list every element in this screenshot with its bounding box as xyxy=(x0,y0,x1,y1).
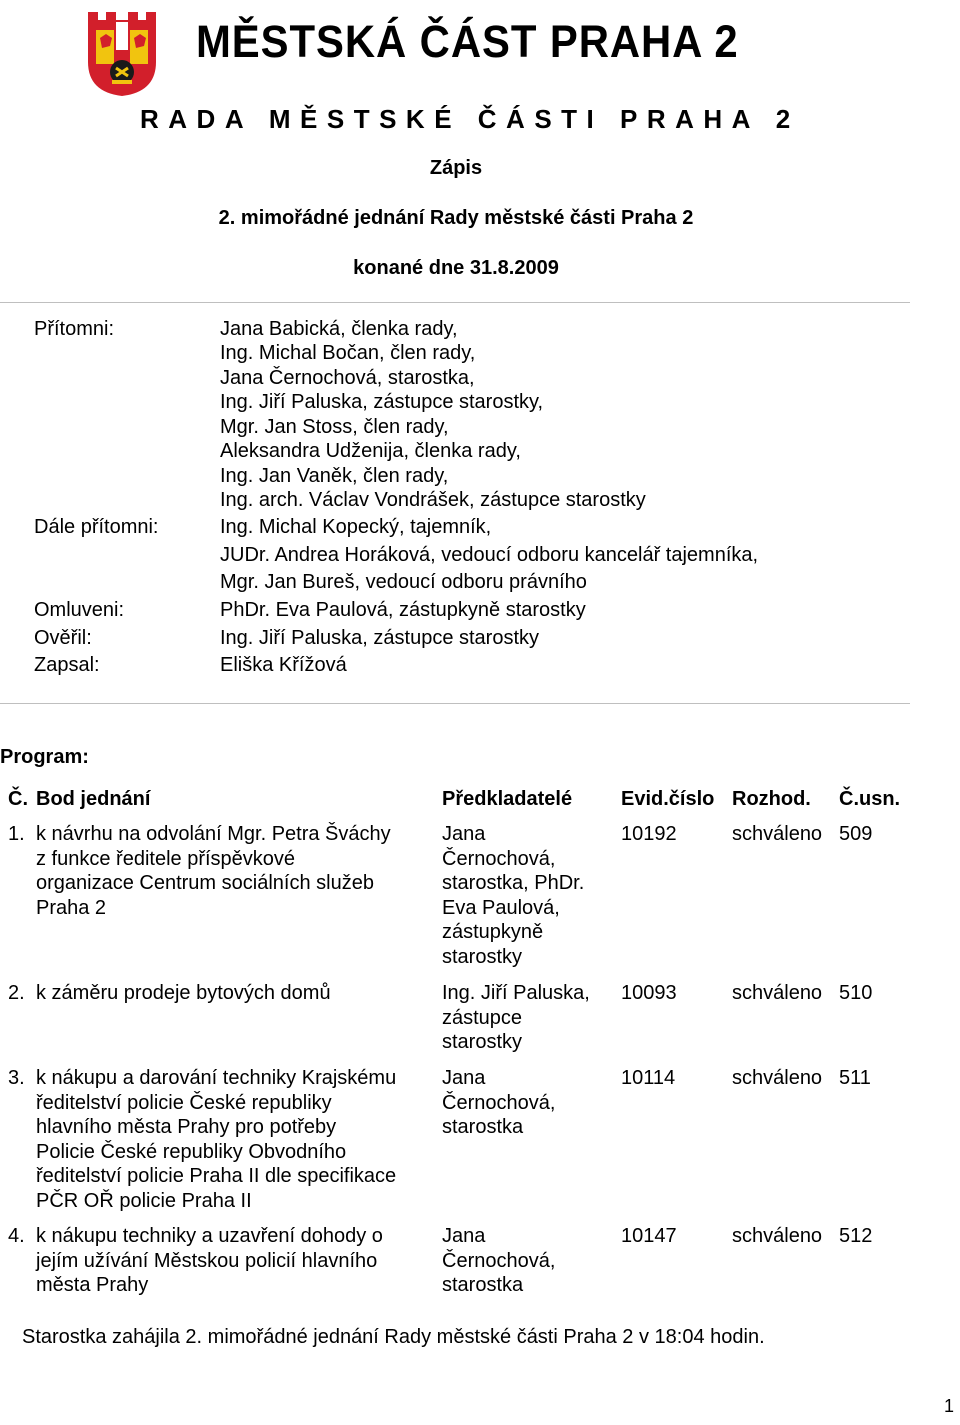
present-name: Aleksandra Udženija, členka rady, xyxy=(220,440,521,462)
item-line: k záměru prodeje bytových domů xyxy=(36,982,331,1004)
row-no: 4. xyxy=(8,1225,25,1247)
present-name: Mgr. Jan Stoss, člen rady, xyxy=(220,416,449,438)
item-line: k návrhu na odvolání Mgr. Petra Šváchy xyxy=(36,823,391,845)
present-name: Ing. Jan Vaněk, člen rady, xyxy=(220,465,449,487)
row-item xyxy=(36,981,436,1006)
header-title: MĚSTSKÁ ČÁST PRAHA 2 xyxy=(196,16,739,67)
presenter-line: starostky xyxy=(442,1031,523,1053)
also-present-name: Ing. Michal Kopecký, tajemník, xyxy=(220,516,492,538)
item-line: k nákupu a darování techniky Krajskému xyxy=(36,1067,397,1089)
header-evid: Evid.číslo xyxy=(621,788,715,810)
present-name: Jana Babická, členka rady, xyxy=(220,318,458,340)
also-present-label: Dále přítomni: xyxy=(34,516,159,538)
presenter-line: Jana xyxy=(442,1067,486,1089)
row-evid: 10192 xyxy=(621,823,677,845)
item-line: k nákupu techniky a uzavření dohody o xyxy=(36,1225,383,1247)
header-item: Bod jednání xyxy=(36,788,151,810)
row-item xyxy=(36,1224,436,1298)
verified-name: Ing. Jiří Paluska, zástupce starostky xyxy=(220,627,540,649)
present-name: Ing. arch. Václav Vondrášek, zástupce starostky xyxy=(220,489,646,511)
presenter-line: Jana xyxy=(442,823,486,845)
row-presenters xyxy=(442,981,617,1055)
item-line: ředitelství policie Praha II dle specifikace xyxy=(36,1165,397,1187)
item-line: hlavního města Prahy pro potřeby xyxy=(36,1116,337,1138)
item-line: města Prahy xyxy=(36,1274,149,1296)
row-presenters xyxy=(442,1066,617,1140)
presenter-line: Jana xyxy=(442,1225,486,1247)
presenter-line: starostka, PhDr. xyxy=(442,872,585,894)
row-decision: schváleno xyxy=(732,982,823,1004)
meeting-title: 2. mimořádné jednání Rady městské části Praha 2 xyxy=(218,207,694,229)
presenter-line: starostka xyxy=(442,1274,524,1296)
presenter-line: starostky xyxy=(442,945,523,968)
excused-name: PhDr. Eva Paulová, zástupkyně starostky xyxy=(220,599,586,621)
row-decision: schváleno xyxy=(732,1067,823,1089)
row-resolution: 511 xyxy=(839,1067,871,1089)
document-heading: Zápis xyxy=(429,157,483,179)
also-present-name: Mgr. Jan Bureš, vedoucí odboru právního xyxy=(220,571,587,593)
present-label: Přítomni: xyxy=(34,318,115,340)
recorded-name: Eliška Křížová xyxy=(220,654,347,676)
presenter-line: starostka xyxy=(442,1116,524,1138)
header-decision: Rozhod. xyxy=(732,788,811,810)
item-line: PČR OŘ policie Praha II xyxy=(36,1189,252,1212)
coat-of-arms-icon xyxy=(86,8,158,98)
presenter-line: Černochová, xyxy=(442,1091,556,1114)
row-evid: 10114 xyxy=(621,1067,676,1089)
header-no: Č. xyxy=(8,788,28,810)
header-subtitle: RADA MĚSTSKÉ ČÁSTI PRAHA 2 xyxy=(140,104,800,134)
presenter-line: Eva Paulová, xyxy=(442,896,560,919)
program-title: Program: xyxy=(0,746,89,768)
presenter-line: Černochová, xyxy=(442,1249,556,1272)
divider xyxy=(0,302,910,303)
item-line: organizace Centrum sociálních služeb xyxy=(36,872,374,894)
row-resolution: 510 xyxy=(839,982,873,1004)
row-decision: schváleno xyxy=(732,823,823,845)
presenter-line: Ing. Jiří Paluska, xyxy=(442,982,590,1004)
row-resolution: 509 xyxy=(839,823,873,845)
document-header xyxy=(0,0,960,150)
row-item xyxy=(36,1066,436,1213)
presenter-line: zástupkyně xyxy=(442,921,544,943)
page-number: 1 xyxy=(944,1396,955,1416)
recorded-label: Zapsal: xyxy=(34,654,100,676)
header-presenters: Předkladatelé xyxy=(442,788,573,810)
item-line: ředitelství policie České republiky xyxy=(36,1091,332,1114)
row-evid: 10093 xyxy=(621,982,677,1004)
present-name: Ing. Michal Bočan, člen rady, xyxy=(220,342,476,364)
presenter-line: zástupce xyxy=(442,1006,523,1029)
row-evid: 10147 xyxy=(621,1225,677,1247)
item-line: z funkce ředitele příspěvkové xyxy=(36,847,296,870)
row-decision: schváleno xyxy=(732,1225,823,1247)
row-no: 3. xyxy=(8,1067,25,1089)
meeting-date: konané dne 31.8.2009 xyxy=(353,257,559,279)
row-item xyxy=(36,822,436,920)
verified-label: Ověřil: xyxy=(34,627,92,649)
row-resolution: 512 xyxy=(839,1225,873,1247)
header-resolution: Č.usn. xyxy=(839,788,901,810)
present-name: Ing. Jiří Paluska, zástupce starostky, xyxy=(220,391,544,413)
row-no: 1. xyxy=(8,823,25,845)
row-presenters xyxy=(442,1224,617,1298)
excused-label: Omluveni: xyxy=(34,599,125,621)
also-present-name: JUDr. Andrea Horáková, vedoucí odboru kancelář tajemníka, xyxy=(220,544,759,566)
meeting-opening-note: Starostka zahájila 2. mimořádné jednání Rady městské části Praha 2 v 18:04 hodin. xyxy=(22,1326,765,1348)
row-no: 2. xyxy=(8,982,25,1004)
row-presenters xyxy=(442,822,617,969)
divider xyxy=(0,703,910,704)
presenter-line: Černochová, xyxy=(442,847,556,870)
item-line: Policie České republiky Obvodního xyxy=(36,1140,347,1163)
item-line: Praha 2 xyxy=(36,896,107,919)
item-line: jejím užívání Městskou policií hlavního xyxy=(36,1249,378,1272)
present-name: Jana Černochová, starostka, xyxy=(220,367,475,389)
